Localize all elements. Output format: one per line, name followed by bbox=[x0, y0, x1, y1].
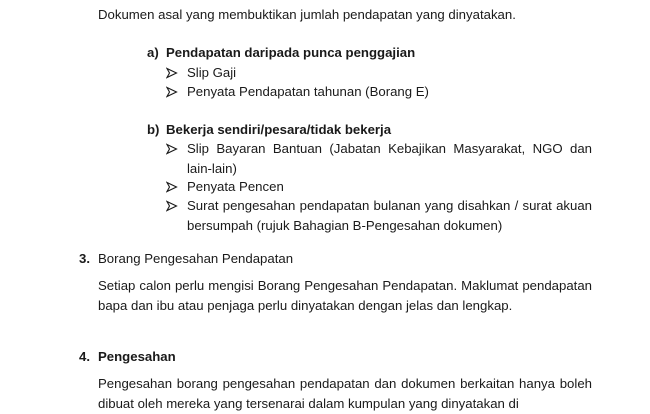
section-4-number: 4. bbox=[79, 349, 90, 364]
section-b-label: b) bbox=[147, 122, 160, 137]
section-3-title: Borang Pengesahan Pendapatan bbox=[98, 251, 294, 266]
arrow-bullet-icon bbox=[166, 181, 178, 193]
section-a-item: Slip Gaji bbox=[187, 65, 237, 80]
arrow-bullet-icon bbox=[166, 200, 178, 212]
section-a-label: a) bbox=[147, 45, 159, 60]
section-a-title: Pendapatan daripada punca penggajian bbox=[166, 45, 416, 60]
arrow-bullet-icon bbox=[166, 143, 178, 155]
section-b-title: Bekerja sendiri/pesara/tidak bekerja bbox=[166, 122, 392, 137]
section-4-title: Pengesahan bbox=[98, 349, 176, 364]
arrow-bullet-icon bbox=[166, 86, 178, 98]
arrow-bullet-icon bbox=[166, 67, 178, 79]
section-3-body: Setiap calon perlu mengisi Borang Pengesahan Pendapatan. Maklumat pendapatan bapa dan ibu atau penjaga perlu dinyatakan dengan jelas dan lengkap. bbox=[98, 278, 592, 313]
section-b-item: Surat pengesahan pendapatan bulanan yang disahkan / surat akuan bersumpah (rujuk Bahagian B-Pengesahan dokumen) bbox=[187, 198, 592, 233]
section-b-item: Slip Bayaran Bantuan (Jabatan Kebajikan Masyarakat, NGO dan lain-lain) bbox=[187, 141, 592, 176]
section-3-number: 3. bbox=[79, 251, 90, 266]
section-a-item: Penyata Pendapatan tahunan (Borang E) bbox=[187, 84, 429, 99]
section-4-body: Pengesahan borang pengesahan pendapatan dan dokumen berkaitan hanya boleh dibuat oleh mereka yang tersenarai dalam kumpulan yang dinyatakan di bbox=[98, 376, 592, 411]
section-b-item: Penyata Pencen bbox=[187, 179, 284, 194]
intro-text: Dokumen asal yang membuktikan jumlah pendapatan yang dinyatakan. bbox=[98, 7, 516, 22]
